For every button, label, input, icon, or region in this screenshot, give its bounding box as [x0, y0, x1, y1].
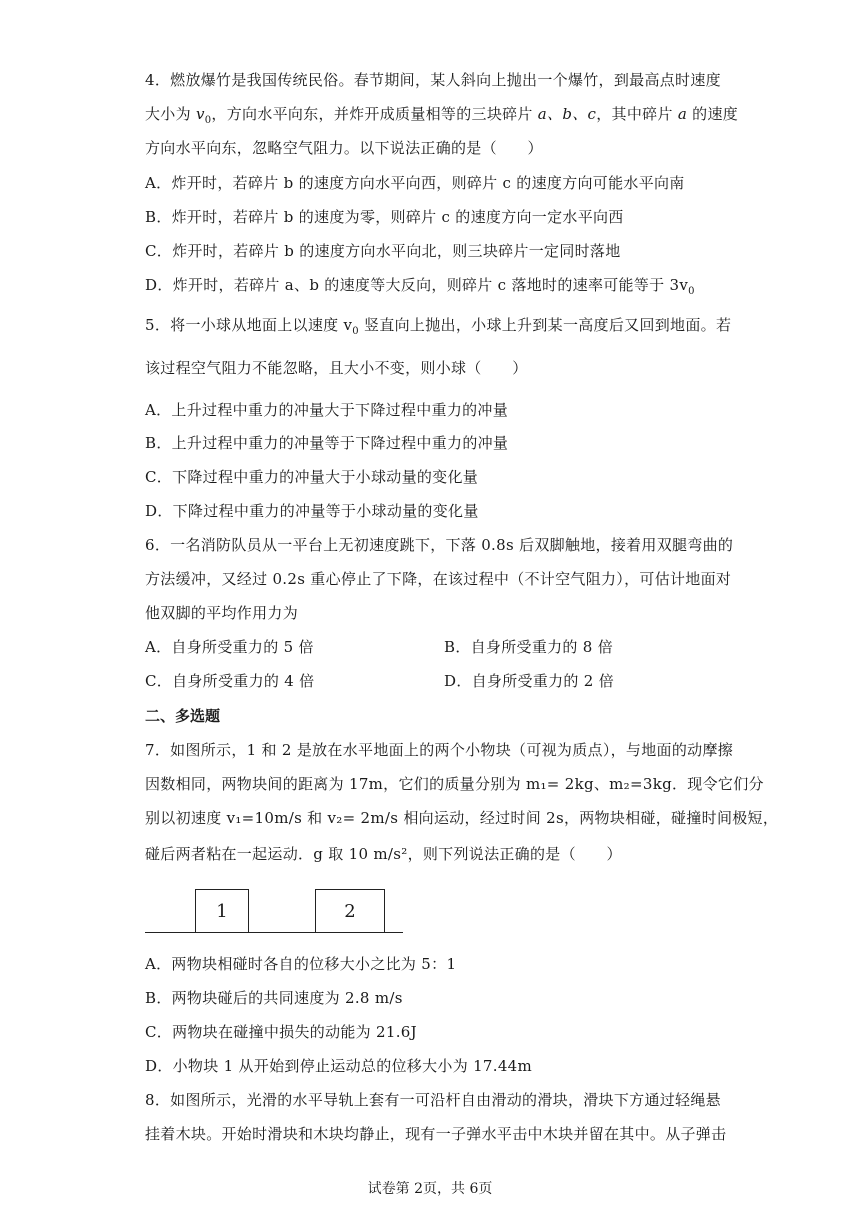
q7-option-a: A．两物块相碰时各自的位移大小之比为 5：1 — [145, 955, 457, 973]
q6-option-b: B．自身所受重力的 8 倍 — [444, 638, 614, 656]
q4-option-d — [145, 274, 695, 297]
q8-line-2: 挂着木块。开始时滑块和木块均静止，现有一子弹水平击中木块并留在其中。从子弹击 — [145, 1125, 727, 1143]
q7-option-b: B．两物块碰后的共同速度为 2.8 m/s — [145, 989, 403, 1007]
q5-option-a: A．上升过程中重力的冲量大于下降过程中重力的冲量 — [145, 401, 509, 419]
q7-line-2: 因数相同，两物块间的距离为 17m，它们的质量分别为 m₁= 2kg、m₂=3kg．现令它们分 — [145, 775, 764, 793]
q4-option-d-text: D．炸开时，若碎片 a、b 的速度等大反向，则碎片 c 落地时的速率可能等于 3v — [145, 276, 689, 294]
q7-option-d: D．小物块 1 从开始到停止运动总的位移大小为 17.44m — [145, 1057, 533, 1075]
q4-option-d-subscript: 0 — [688, 286, 695, 297]
q7-block-diagram — [145, 887, 405, 935]
q5-line-2: 该过程空气阻力不能忽略，且大小不变，则小球（ ） — [145, 359, 528, 377]
q4-option-c: C．炸开时，若碎片 b 的速度方向水平向北，则三块碎片一定同时落地 — [145, 242, 621, 260]
q6-line-2: 方法缓冲，又经过 0.2s 重心停止了下降，在该过程中（不计空气阻力），可估计地面对 — [145, 570, 732, 588]
q7-line-4: 碰后两者粘在一起运动．g 取 10 m/s²，则下列说法正确的是（ ） — [145, 845, 622, 863]
q4-v0-subscript: 0 — [204, 115, 212, 126]
q4-line-3: 方向水平向东，忽略空气阻力。以下说法正确的是（ ） — [145, 139, 543, 157]
block-1: 1 — [195, 889, 249, 933]
q4-v0-symbol: v — [195, 105, 205, 123]
q4-fragments-abc: a、b、c — [537, 105, 597, 123]
q8-line-1: 8．如图所示，光滑的水平导轨上套有一可沿杆自由滑动的滑块，滑块下方通过轻绳悬 — [145, 1091, 721, 1109]
q4-option-a: A．炸开时，若碎片 b 的速度方向水平向西，则碎片 c 的速度方向可能水平向南 — [145, 174, 685, 192]
q6-line-1: 6．一名消防队员从一平台上无初速度跳下，下落 0.8s 后双脚触地，接着用双腿弯曲的 — [145, 536, 734, 554]
q5-option-b: B．上升过程中重力的冲量等于下降过程中重力的冲量 — [145, 434, 509, 452]
q5-option-d: D．下降过程中重力的冲量等于小球动量的变化量 — [145, 502, 479, 520]
q5-line-1-text-b: 竖直向上抛出，小球上升到某一高度后又回到地面。若 — [358, 316, 732, 334]
q5-line-1 — [145, 314, 731, 337]
q4-fragment-a: a — [677, 105, 688, 123]
q4-line-2-text-d: ，其中碎片 — [596, 105, 678, 123]
q7-line-3: 别以初速度 v₁=10m/s 和 v₂= 2m/s 相向运动，经过时间 2s，两物块相碰，碰撞时间极短， — [145, 809, 779, 827]
q6-line-3: 他双脚的平均作用力为 — [145, 604, 299, 622]
q6-option-a: A．自身所受重力的 5 倍 — [145, 638, 314, 656]
block-2: 2 — [315, 889, 385, 933]
q7-option-c: C．两物块在碰撞中损失的动能为 21.6J — [145, 1023, 417, 1041]
q5-v0-subscript: 0 — [352, 326, 359, 337]
page-footer: 试卷第 2页，共 6页 — [367, 1181, 493, 1197]
q7-line-1: 7．如图所示，1 和 2 是放在水平地面上的两个小物块（可视为质点），与地面的动摩擦 — [145, 741, 734, 759]
q6-option-c: C．自身所受重力的 4 倍 — [145, 672, 315, 690]
q5-line-1-text: 5．将一小球从地面上以速度 v — [145, 316, 353, 334]
q5-option-c: C．下降过程中重力的冲量大于小球动量的变化量 — [145, 468, 479, 486]
q6-option-d: D．自身所受重力的 2 倍 — [444, 672, 615, 690]
q4-line-1: 4．燃放爆竹是我国传统民俗。春节期间，某人斜向上抛出一个爆竹，到最高点时速度 — [145, 71, 721, 89]
q4-line-2-text-f: 的速度 — [687, 105, 739, 123]
q4-line-2 — [145, 103, 738, 126]
q4-option-b: B．炸开时，若碎片 b 的速度为零，则碎片 c 的速度方向一定水平向西 — [145, 208, 624, 226]
section-multiple-choice-heading: 二、多选题 — [145, 707, 221, 725]
q4-line-2-text-a: 大小为 — [145, 105, 196, 123]
q4-line-2-text-b: ，方向水平向东，并炸开成质量相等的三块碎片 — [211, 105, 538, 123]
